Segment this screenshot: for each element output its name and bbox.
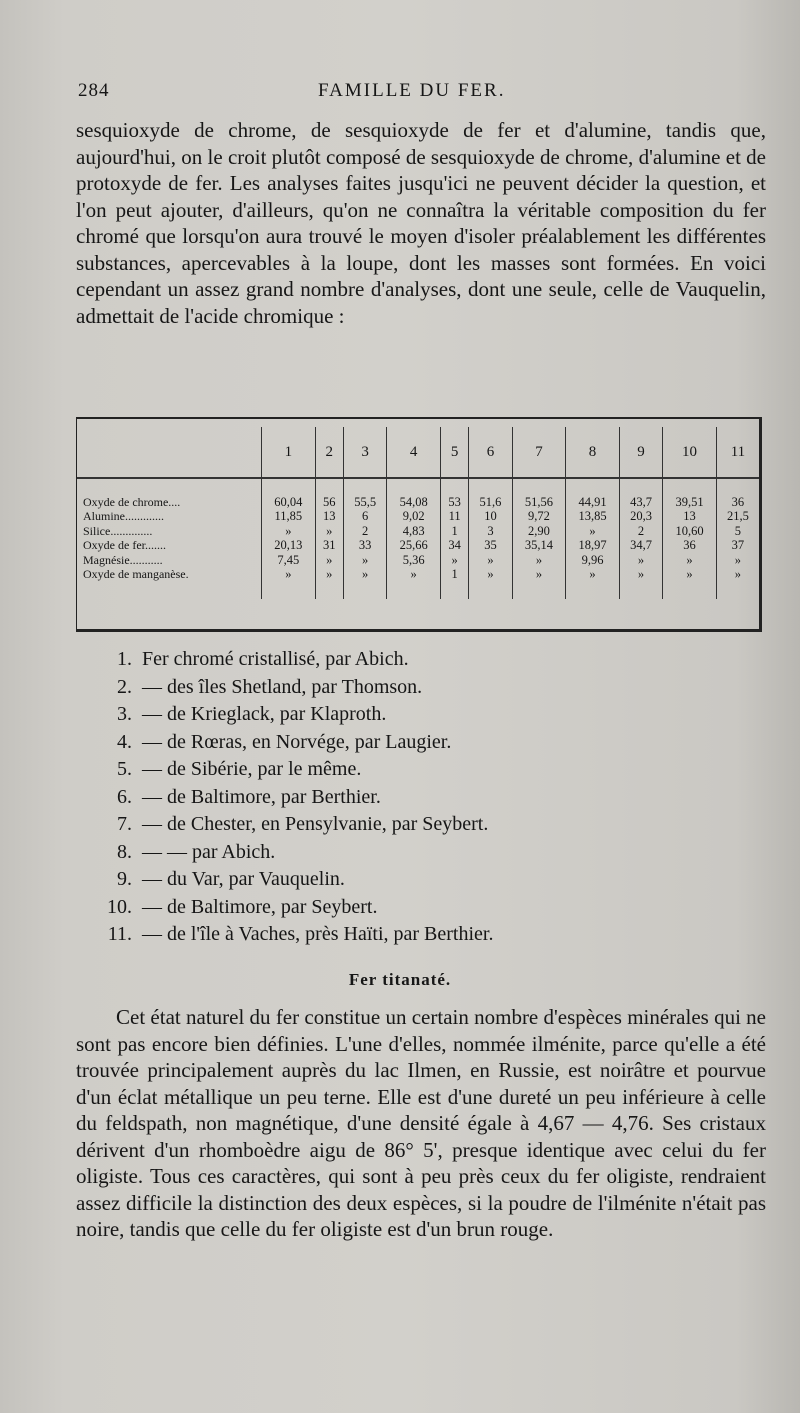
table-cell: »: [315, 553, 343, 567]
running-title: FAMILLE DU FER.: [318, 80, 506, 101]
table-cell: 10: [469, 509, 512, 523]
list-item-text: — — par Abich.: [142, 840, 276, 863]
list-item: [98, 839, 718, 867]
row-label: Oxyde de fer.......: [83, 538, 166, 553]
column-header: 9: [619, 427, 662, 478]
table-cell: 39,51: [663, 495, 717, 509]
column-header: 7: [512, 427, 566, 478]
table-cell: 13: [315, 509, 343, 523]
table-cell: »: [469, 553, 512, 567]
table-cell: »: [469, 567, 512, 581]
table-cell: 54,08: [387, 495, 441, 509]
row-label: Silice..............: [83, 523, 153, 538]
list-item-number: 2.: [117, 675, 132, 698]
list-item-number: 10.: [107, 895, 132, 918]
list-item: [98, 729, 718, 757]
analyses-table: [77, 427, 759, 599]
table-cell: 56: [315, 495, 343, 509]
table-cell: »: [716, 553, 759, 567]
column-header: 3: [343, 427, 386, 478]
table-cell: 34: [440, 538, 468, 552]
row-label: Oxyde de chrome....: [83, 495, 181, 509]
table-cell: 11: [440, 509, 468, 523]
table-cell: 21,5: [716, 509, 759, 523]
list-item-number: 1.: [117, 648, 132, 670]
table-cell: 43,7: [619, 495, 662, 509]
list-item: [98, 811, 718, 839]
table-cell: 4,83: [387, 524, 441, 538]
table-row: [77, 524, 759, 538]
table-spacer-row: [77, 581, 759, 599]
list-item-number: 8.: [117, 840, 132, 863]
table-cell: »: [512, 553, 566, 567]
list-item: [98, 756, 718, 784]
table-row: [77, 495, 759, 509]
list-item-text: Fer chromé cristallisé, par Abich.: [142, 648, 409, 670]
table-cell: 1: [440, 524, 468, 538]
table-cell: 3: [469, 524, 512, 538]
list-item-text: — de Rœras, en Norvége, par Laugier.: [142, 730, 452, 753]
list-item-number: 9.: [117, 868, 132, 890]
column-header: 6: [469, 427, 512, 478]
list-item-number: 3.: [117, 703, 132, 725]
table-cell: 9,96: [566, 553, 620, 567]
table-cell: 11,85: [262, 509, 316, 523]
section-title: Fer titanaté.: [348, 970, 452, 989]
table-row: [77, 567, 759, 581]
table-cell: »: [315, 567, 343, 581]
list-item-text: — de Sibérie, par le même.: [142, 758, 362, 780]
table-cell: 13: [663, 509, 717, 523]
table-cell: 2: [619, 524, 662, 538]
table-row: [77, 509, 759, 523]
table-cell: »: [262, 567, 316, 581]
row-label: Alumine.............: [83, 509, 164, 524]
table-cell: »: [512, 567, 566, 581]
table-cell: »: [315, 524, 343, 538]
column-header: 1: [262, 427, 316, 478]
table-cell: 44,91: [566, 495, 620, 509]
intro-paragraph: sesquioxyde de chrome, de sesquioxyde de fer et d'alumine, tandis que, aujourd'hui, on le croit plutôt composé de sesquioxyde de chrome, d'alumine et de protoxyde de fer. Les analyses faites jusqu'ici ne peuvent décider la question, et l'on peut ajouter, d'ailleurs, qu'on ne connaîtra la véritable composition du fer chromé que lorsqu'on aura trouvé le moyen d'isoler préalablement les différentes substances, apercevables à la loupe, dont les masses sont formées. En voici cependant un assez grand nombre d'analyses, dont une seule, celle de Vauquelin, admettait de l'acide chromique :: [76, 118, 766, 328]
table-cell: 18,97: [566, 538, 620, 552]
table-cell: 34,7: [619, 538, 662, 552]
list-item-text: — de Chester, en Pensylvanie, par Seybert.: [142, 813, 489, 835]
column-header: 5: [440, 427, 468, 478]
table-cell: 51,56: [512, 495, 566, 509]
list-item-number: 7.: [117, 813, 132, 835]
sources-list: [98, 646, 718, 949]
table-cell: »: [566, 524, 620, 538]
list-item-text: — de Baltimore, par Seybert.: [142, 895, 378, 918]
table-cell: 9,72: [512, 509, 566, 523]
table-cell: »: [387, 567, 441, 581]
table-spacer-row: [77, 478, 759, 495]
table-cell: 37: [716, 538, 759, 552]
list-item: [98, 646, 718, 674]
table-body: [77, 478, 759, 599]
column-header: 4: [387, 427, 441, 478]
table-row: [77, 538, 759, 552]
table-cell: 36: [663, 538, 717, 552]
table-cell: 2: [343, 524, 386, 538]
list-item: [98, 866, 718, 894]
table-cell: 2,90: [512, 524, 566, 538]
list-item: [98, 674, 718, 702]
table-cell: »: [566, 567, 620, 581]
table-cell: »: [343, 553, 386, 567]
page-number: 284: [78, 80, 110, 101]
table-header-row: [77, 427, 759, 478]
row-label: Magnésie...........: [83, 552, 163, 567]
table-cell: 5: [716, 524, 759, 538]
table-cell: 5,36: [387, 553, 441, 567]
page-header: [78, 80, 768, 110]
table-cell: »: [619, 553, 662, 567]
list-item: [98, 784, 718, 812]
table-cell: »: [262, 524, 316, 538]
body-paragraph: Cet état naturel du fer constitue un certain nombre d'espèces minérales qui ne sont pas encore bien définies. L'une d'elles, nommée ilménite, parce qu'elle a été trouvée principalement auprès du lac Ilmen, en Russie, est noirâtre et pourvue d'un éclat métallique un peu terne. Elle est d'une dureté un peu inférieure à celle du feldspath, non magnétique, d'une densité égale à 4,67 — 4,76. Ses cristaux dérivent d'un rhomboèdre aigu de 86° 5', presque identique avec celui du fer oligiste. Tous ces caractères, qui sont à peu près ceux du fer oligiste, rendraient assez difficile la distinction des deux espèces, si la poudre de l'ilménite n'était pas noire, tandis que celle du fer oligiste est d'un brun rouge.: [76, 1005, 766, 1241]
list-item: [98, 921, 718, 949]
table-cell: »: [440, 553, 468, 567]
table-cell: 36: [716, 495, 759, 509]
table-cell: 53: [440, 495, 468, 509]
table-cell: 13,85: [566, 509, 620, 523]
list-item-text: — du Var, par Vauquelin.: [142, 868, 345, 890]
list-item-text: — de Baltimore, par Berthier.: [142, 785, 381, 808]
column-header: 2: [315, 427, 343, 478]
table-cell: 51,6: [469, 495, 512, 509]
column-header: 8: [566, 427, 620, 478]
column-header: 11: [716, 427, 759, 478]
list-item-number: 11.: [107, 923, 132, 945]
table-cell: 55,5: [343, 495, 386, 509]
list-item-number: 5.: [117, 758, 132, 780]
table-cell: 20,3: [619, 509, 662, 523]
table-cell: 20,13: [262, 538, 316, 552]
list-item: [98, 701, 718, 729]
header-label-cell: [77, 427, 262, 478]
column-header: 10: [663, 427, 717, 478]
table-cell: 35,14: [512, 538, 566, 552]
table-cell: »: [343, 567, 386, 581]
table-cell: 33: [343, 538, 386, 552]
table-cell: 9,02: [387, 509, 441, 523]
table-cell: »: [663, 567, 717, 581]
table-cell: 6: [343, 509, 386, 523]
table-cell: »: [663, 553, 717, 567]
table-cell: 35: [469, 538, 512, 552]
table-row: [77, 553, 759, 567]
list-item-number: 4.: [117, 730, 132, 753]
table-cell: 1: [440, 567, 468, 581]
table-cell: »: [716, 567, 759, 581]
row-label: Oxyde de manganèse.: [83, 567, 189, 582]
list-item-text: — de l'île à Vaches, près Haïti, par Berthier.: [142, 923, 494, 945]
table-cell: 25,66: [387, 538, 441, 552]
table-cell: 31: [315, 538, 343, 552]
table-cell: »: [619, 567, 662, 581]
list-item-number: 6.: [117, 785, 132, 808]
table-cell: 60,04: [262, 495, 316, 509]
table-cell: 7,45: [262, 553, 316, 567]
list-item: [98, 894, 718, 922]
analyses-table-frame: [76, 417, 762, 632]
table-cell: 10,60: [663, 524, 717, 538]
list-item-text: — de Krieglack, par Klaproth.: [142, 703, 387, 725]
list-item-text: — des îles Shetland, par Thomson.: [142, 675, 423, 698]
